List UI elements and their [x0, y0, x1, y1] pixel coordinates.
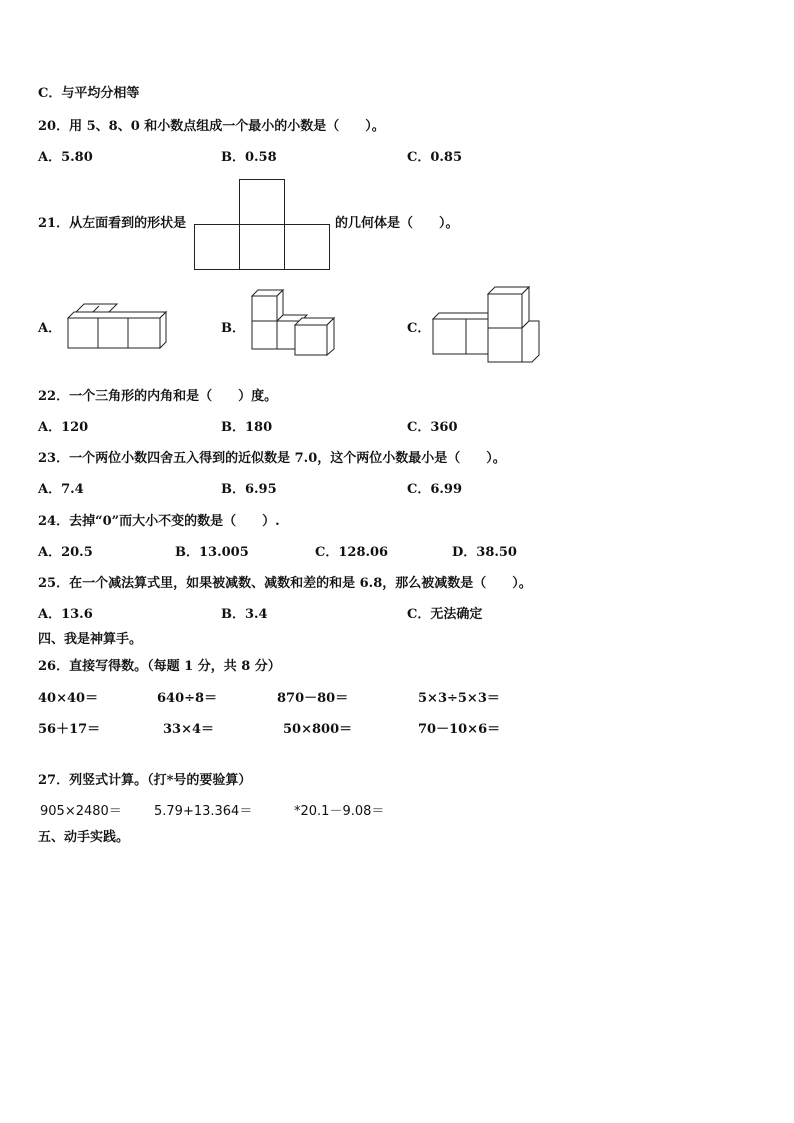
- q21-option-c-label: C．: [407, 321, 431, 336]
- q23-option-a: A．7.4: [38, 482, 84, 497]
- q24-option-d: D．38.50: [452, 545, 517, 560]
- left-view-figure: [194, 179, 334, 271]
- q26-item-8: 70－10×6＝: [418, 722, 501, 737]
- q22-option-a: A．120: [38, 420, 89, 435]
- q24-option-a: A．20.5: [38, 545, 93, 560]
- q22-option-c: C．360: [407, 420, 458, 435]
- question-27: 27．列竖式计算。（打*号的要验算）: [38, 773, 252, 788]
- question-24: 24．去掉“0”而大小不变的数是（ ）.: [38, 514, 280, 529]
- q24-option-c: C．128.06: [315, 545, 389, 560]
- question-21-suffix: 的几何体是（ ）。: [335, 216, 459, 231]
- q26-item-1: 40×40＝: [38, 691, 99, 706]
- q20-option-c: C．0.85: [407, 150, 463, 165]
- q21-option-a-solid-icon: [66, 302, 166, 354]
- question-26: 26．直接写得数。（每题 1 分，共 8 分）: [38, 659, 281, 674]
- q20-option-b: B．0.58: [221, 150, 277, 165]
- q26-item-6: 33×4＝: [163, 722, 215, 737]
- q25-option-c: C．无法确定: [407, 607, 483, 622]
- q20-option-a: A．5.80: [38, 150, 93, 165]
- question-22: 22．一个三角形的内角和是（ ）度。: [38, 389, 278, 404]
- question-23: 23．一个两位小数四舍五入得到的近似数是 7.0，这个两位小数最小是（ ）。: [38, 451, 506, 466]
- q26-item-7: 50×800＝: [283, 722, 353, 737]
- q26-item-2: 640÷8＝: [157, 691, 218, 706]
- q21-option-b-label: B．: [221, 321, 245, 336]
- q23-option-b: B．6.95: [221, 482, 277, 497]
- q21-option-c-solid-icon: [432, 286, 542, 366]
- q26-item-5: 56＋17＝: [38, 722, 101, 737]
- q22-option-b: B．180: [221, 420, 273, 435]
- q24-option-b: B．13.005: [175, 545, 249, 560]
- q25-option-a: A．13.6: [38, 607, 93, 622]
- q25-option-b: B．3.4: [221, 607, 268, 622]
- q27-item-3: *20.1－9.08＝: [294, 804, 385, 819]
- question-21-prefix: 21．从左面看到的形状是: [38, 216, 187, 231]
- question-20: 20．用 5、8、0 和小数点组成一个最小的小数是（ ）。: [38, 119, 385, 134]
- q23-option-c: C．6.99: [407, 482, 463, 497]
- section-4-heading: 四、我是神算手。: [38, 632, 143, 647]
- option-c-previous: C．与平均分相等: [38, 86, 140, 101]
- q26-item-3: 870－80＝: [277, 691, 349, 706]
- q27-item-1: 905×2480＝: [40, 804, 122, 819]
- question-25: 25．在一个减法算式里，如果被减数、减数和差的和是 6.8，那么被减数是（ ）。: [38, 576, 532, 591]
- q21-option-a-label: A．: [38, 321, 62, 336]
- q21-option-b-solid-icon: [249, 289, 337, 357]
- q27-item-2: 5.79+13.364＝: [154, 804, 253, 819]
- section-5-heading: 五、动手实践。: [38, 830, 130, 845]
- q26-item-4: 5×3÷5×3＝: [418, 691, 500, 706]
